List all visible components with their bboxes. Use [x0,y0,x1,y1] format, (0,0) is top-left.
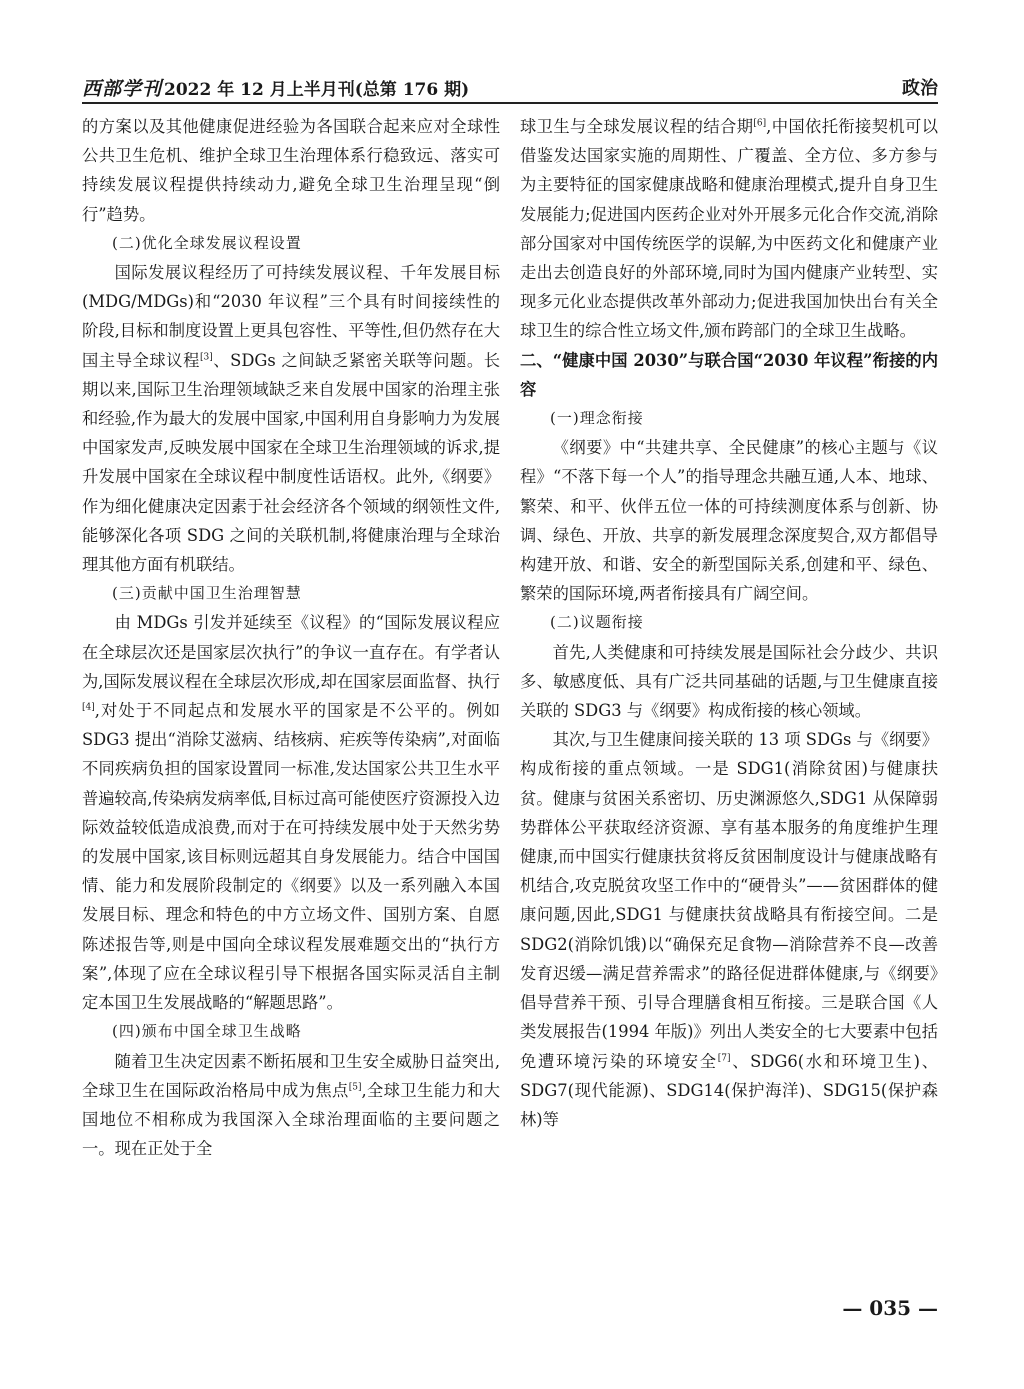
issue-info: 2022 年 12 月上半月刊(总第 176 期) [164,80,470,100]
paragraph-text: 、SDGs 之间缺乏紧密关联等问题。长期以来,国际卫生治理领域缺乏来自发展中国家的治理主张和经验,作为最大的发展中国家,中国利用自身影响力为发展中国家发声,反映发展中国家在全球卫生治理领域的诉求,提升发展中国家在全球议程中制度性话语权。此外,《纲要》作为细化健康决定因素于社会经济各个领域的纲领性文件,能够深化各项 SDG 之间的关联机制,将健康治理与全球治理其他方面有机联结。 [82,350,500,575]
running-header [82,72,938,104]
paragraph [82,258,500,579]
citation-marker: [3] [199,352,213,363]
paragraph: 首先,人类健康和可持续发展是国际社会分歧少、共识多、敏感度低、具有广泛共同基础的话题,与卫生健康直接关联的 SDG3 与《纲要》构成衔接的核心领域。 [520,642,938,721]
citation-marker: [5] [348,1082,362,1093]
citation-marker: [4] [82,702,95,713]
paragraph [82,112,500,229]
paragraph-text: 的方案以及其他健康促进经验为各国联合起来应对全球性公共卫生危机、维护全球卫生治理体系行稳致远、落实可持续发展议程提供持续动力,避免全球卫生治理呈现“倒行”趋势。 [82,117,500,224]
paragraph-text: 由 MDGs 引发并延续至《议程》的“国际发展议程应在全球层次还是国家层次执行”的争议一直存在。有学者认为,国际发展议程在全球层次形成,却在国家层面监督、执行 [82,613,500,691]
paragraph-text: ,中国依托衔接契机可以借鉴发达国家实施的周期性、广覆盖、全方位、多方参与为主要特征的国家健康战略和健康治理模式,提升自身卫生发展能力;促进国内医药企业对外开展多元化合作交流,消除部分国家对中国传统医学的误解,为中医药文化和健康产业走出去创造良好的外部环境,同时为国内健康产业转型、实现多元化业态提供改革外部动力;促进我国加快出台有关全球卫生的综合性立场文件,颁布跨部门的全球卫生战略。 [520,117,938,341]
paragraph [520,112,938,346]
paragraph-text: ,对处于不同起点和发展水平的国家是不公平的。例如 SDG3 提出“消除艾滋病、结核病、疟疾等传染病”,对面临不同疾病负担的国家设置同一标准,发达国家公共卫生水平普遍较高,传染病发病率低,目标过高可能使医疗资源投入边际效益较低造成浪费,而对于在可持续发展中处于天然劣势的发展中国家,该目标则远超其自身发展能力。结合中国国情、能力和发展阶段制定的《纲要》以及一系列融入本国发展目标、理念和特色的中方立场文件、国别方案、自愿陈述报告等,则是中国向全球议程发展难题交出的“执行方案”,体现了应在全球议程引导下根据各国实际灵活自主制定本国卫生发展战略的“解题思路”。 [82,701,500,1013]
journal-header [82,74,469,101]
right-column [520,112,938,1134]
paragraph-text: 、SDG6(水和环境卫生)、SDG7(现代能源)、SDG14(保护海洋)、SDG15(保护森林)等 [520,1051,938,1129]
paragraph-text: 随着卫生决定因素不断拓展和卫生安全威胁日益突出,全球卫生在国际政治格局中成为焦点 [82,1051,500,1100]
paragraph [520,725,938,1134]
section-name: 政治 [902,78,938,99]
paragraph-text: 球卫生与全球发展议程的结合期 [520,117,754,136]
subsection-heading: (三)贡献中国卫生治理智慧 [112,584,302,603]
left-column [82,112,500,1163]
subsection-heading: (二)议题衔接 [550,613,644,632]
paragraph [82,1047,500,1164]
paragraph: 《纲要》中“共建共享、全民健康”的核心主题与《议程》“不落下每一个人”的指导理念共融互通,人本、地球、繁荣、和平、伙伴五位一体的可持续测度体系与创新、协调、绿色、开放、共享的新发展理念深度契合,双方都倡导构建开放、和谐、安全的新型国际关系,创建和平、绿色、繁荣的国际环境,两者衔接具有广阔空间。 [520,438,938,604]
subsection-heading: (四)颁布中国全球卫生战略 [112,1022,302,1041]
paragraph-text: 国际发展议程经历了可持续发展议程、千年发展目标(MDG/MDGs)和“2030 年议程”三个具有时间接续性的阶段,目标和制度设置上更具包容性、平等性,但仍然存在大国主导全球议程 [82,263,500,370]
section-heading: 二、“健康中国 2030”与联合国“2030 年议程”衔接的内容 [520,350,938,399]
paragraph-text: ,全球卫生能力和大国地位不相称成为我国深入全球治理面临的主要问题之一。现在正处于全 [82,1080,500,1159]
journal-logo: 西部学刊 [82,78,163,100]
citation-marker: [6] [753,118,767,129]
subsection-heading: (一)理念衔接 [550,409,644,428]
subsection-heading: (二)优化全球发展议程设置 [112,233,302,252]
citation-marker: [7] [717,1053,731,1064]
paragraph-text: 其次,与卫生健康间接关联的 13 项 SDGs 与《纲要》构成衔接的重点领域。一是 SDG1(消除贫困)与健康扶贫。健康与贫困关系密切、历史渊源悠久,SDG1 从保障弱势群体公平获取经济资源、享有基本服务的角度维护生理健康,而中国实行健康扶贫将反贫困制度设计与健康战略有机结合,攻克脱贫攻坚工作中的“硬骨头”——贫困群体的健康问题,因此,SDG1 与健康扶贫战略具有衔接空间。二是 SDG2(消除饥饿)以“确保充足食物—消除营养不良—改善发育迟缓—满足营养需求”的路径促进群体健康,与《纲要》倡导营养干预、引导合理膳食相互衔接。三是联合国《人类发展报告(1994 年版)》列出人类安全的七大要素中包括免遭环境污染的环境安全 [520,730,938,1071]
page-number: — 035 — [842,1296,938,1320]
paragraph [82,608,500,1017]
